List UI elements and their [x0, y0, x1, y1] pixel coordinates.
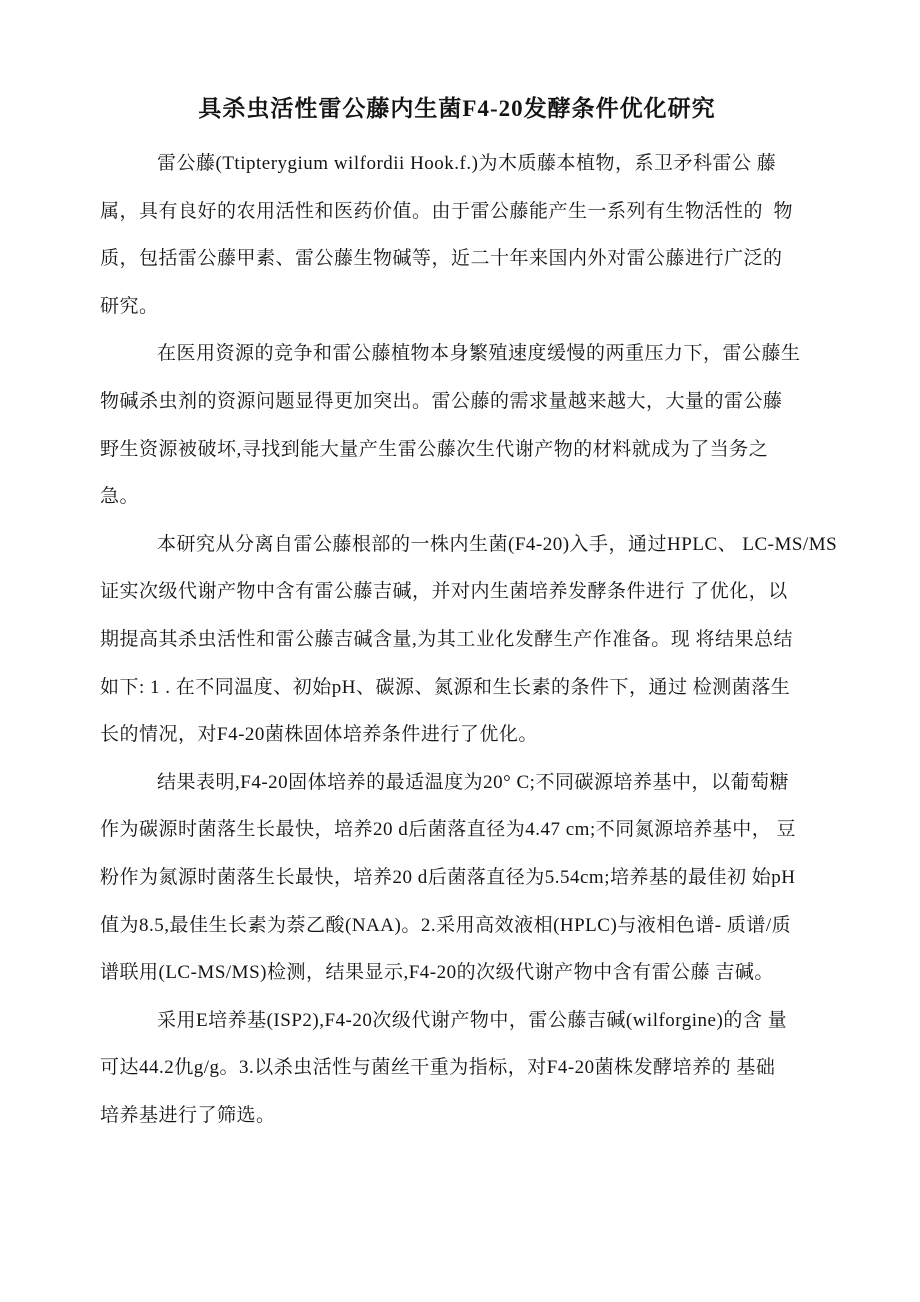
paragraph-3-line-3: 期提高其杀虫活性和雷公藤吉碱含量,为其工业化发酵生产作准备。现 将结果总结 [100, 628, 794, 650]
paragraph-4-line-2: 作为碳源时菌落生长最快，培养20 d后菌落直径为4.47 cm;不同氮源培养基中， 豆 [100, 819, 796, 841]
paragraph-5-line-3: 培养基进行了筛选。 [100, 1104, 276, 1126]
paragraph-2-line-1: 在医用资源的竞争和雷公藤植物本身繁殖速度缓慢的两重压力下，雷公藤生 [157, 343, 801, 365]
document-title: 具杀虫活性雷公藤内生菌F4-20发酵条件优化研究 [198, 96, 716, 121]
paragraph-3-line-1: 本研究从分离自雷公藤根部的一株内生菌(F4-20)入手，通过HPLC、 LC-MS/MS [157, 533, 838, 555]
paragraph-3-line-5: 长的情况，对F4-20菌株固体培养条件进行了优化。 [100, 724, 538, 746]
paragraph-3-line-2: 证实次级代谢产物中含有雷公藤吉碱，并对内生菌培养发酵条件进行 了优化，以 [100, 581, 788, 603]
paragraph-4-line-4: 值为8.5,最佳生长素为萘乙酸(NAA)。2.采用高效液相(HPLC)与液相色谱- 质谱/质 [100, 914, 792, 936]
paragraph-3-line-4: 如下: 1 . 在不同温度、初始pH、碳源、氮源和生长素的条件下，通过 检测菌落生 [100, 676, 791, 698]
paragraph-1-line-3: 质，包括雷公藤甲素、雷公藤生物碱等，近二十年来国内外对雷公藤进行广泛的 [100, 248, 783, 270]
paragraph-2-line-3: 野生资源被破坏,寻找到能大量产生雷公藤次生代谢产物的材料就成为了当务之 [100, 438, 769, 460]
paragraph-4-line-3: 粉作为氮源时菌落生长最快，培养20 d后菌落直径为5.54cm;培养基的最佳初 始pH [100, 866, 796, 888]
paragraph-1-line-1: 雷公藤(Ttipterygium wilfordii Hook.f.)为木质藤本植物，系卫矛科雷公 藤 [157, 153, 777, 174]
paragraph-4-line-5: 谱联用(LC-MS/MS)检测，结果显示,F4-20的次级代谢产物中含有雷公藤 吉碱。 [100, 962, 774, 984]
document-body [100, 140, 838, 1139]
paragraph-2-line-2: 物碱杀虫剂的资源问题显得更加突出。雷公藤的需求量越来越大，大量的雷公藤 [100, 390, 783, 412]
paragraph-1-line-4: 研究。 [100, 295, 159, 317]
paragraph-4-line-1: 结果表明,F4-20固体培养的最适温度为20° C;不同碳源培养基中，以葡萄糖 [157, 771, 789, 793]
paragraph-1-line-2: 属，具有良好的农用活性和医药价值。由于雷公藤能产生一系列有生物活性的 物 [100, 200, 794, 222]
paragraph-2-line-4: 急。 [100, 486, 140, 508]
paragraph-5-line-1: 采用E培养基(ISP2),F4-20次级代谢产物中，雷公藤吉碱(wilforgine)的含 量 [157, 1009, 788, 1031]
paragraph-5-line-2: 可达44.2仇g/g。3.以杀虫活性与菌丝干重为指标，对F4-20菌株发酵培养的 基础 [100, 1057, 776, 1079]
